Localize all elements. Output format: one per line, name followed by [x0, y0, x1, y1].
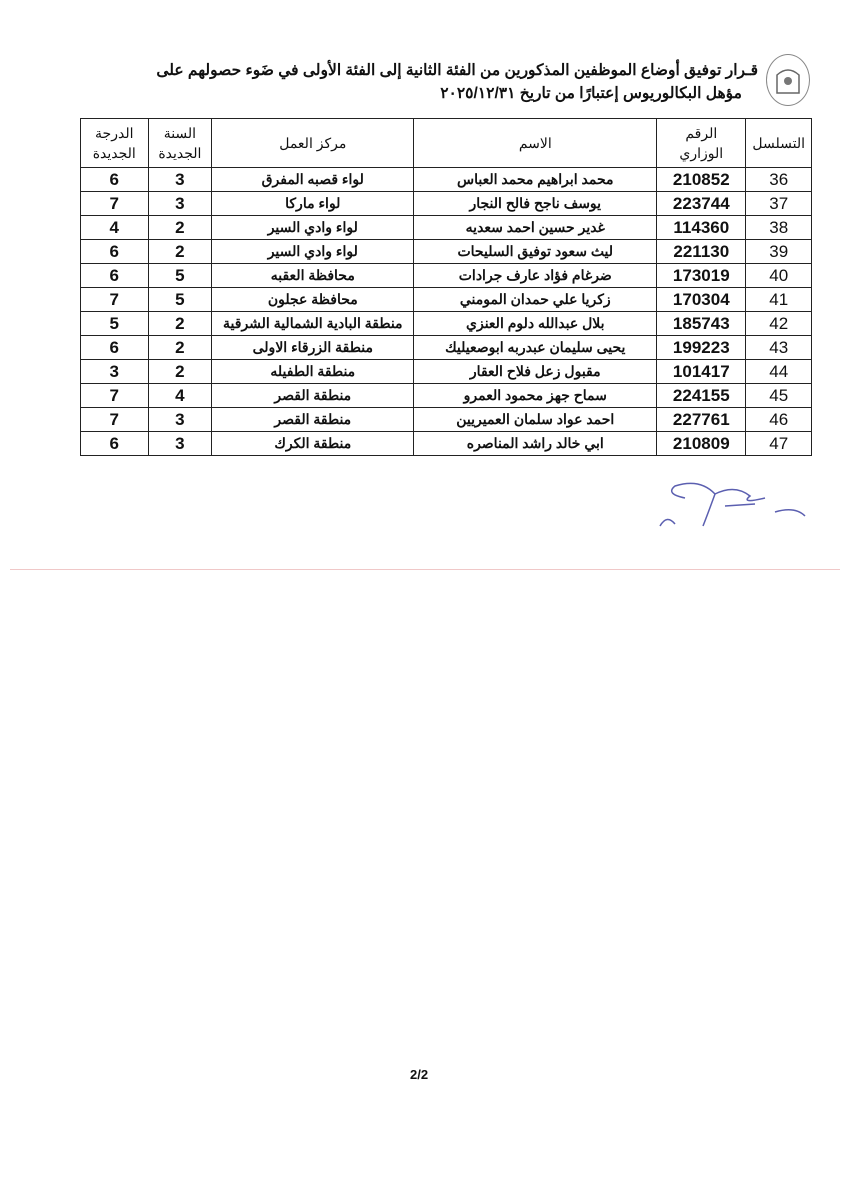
cell-new-year: 5 — [148, 264, 212, 288]
cell-new-grade: 7 — [81, 408, 149, 432]
page-number: 2/2 — [410, 1067, 429, 1082]
cell-work-center: منطقة القصر — [212, 408, 414, 432]
cell-serial: 46 — [746, 408, 812, 432]
cell-new-year: 2 — [148, 240, 212, 264]
cell-new-grade: 4 — [81, 216, 149, 240]
table-row — [81, 168, 812, 192]
cell-new-year: 4 — [148, 384, 212, 408]
cell-new-grade: 7 — [81, 384, 149, 408]
cell-name: مقبول زعل فلاح العقار — [414, 360, 657, 384]
cell-work-center: لواء ماركا — [212, 192, 414, 216]
cell-ministry-number: 170304 — [657, 288, 746, 312]
cell-serial: 43 — [746, 336, 812, 360]
cell-name: غدير حسين احمد سعديه — [414, 216, 657, 240]
table-row — [81, 336, 812, 360]
table-row — [81, 312, 812, 336]
cell-new-grade: 6 — [81, 336, 149, 360]
col-header-name: الاسم — [414, 119, 657, 168]
cell-new-year: 2 — [148, 216, 212, 240]
cell-ministry-number: 223744 — [657, 192, 746, 216]
cell-name: احمد عواد سلمان العميريين — [414, 408, 657, 432]
cell-name: محمد ابراهيم محمد العباس — [414, 168, 657, 192]
cell-name: يحيى سليمان عبدربه ابوصعيليك — [414, 336, 657, 360]
cell-name: سماح جهز محمود العمرو — [414, 384, 657, 408]
cell-serial: 44 — [746, 360, 812, 384]
cell-new-year: 2 — [148, 360, 212, 384]
cell-serial: 37 — [746, 192, 812, 216]
cell-name: ضرغام فؤاد عارف جرادات — [414, 264, 657, 288]
cell-new-grade: 6 — [81, 264, 149, 288]
cell-ministry-number: 227761 — [657, 408, 746, 432]
table-row — [81, 432, 812, 456]
col-header-new-grade: الدرجة الجديدة — [81, 119, 149, 168]
cell-serial: 40 — [746, 264, 812, 288]
cell-new-year: 3 — [148, 408, 212, 432]
cell-name: يوسف ناجح فالح النجار — [414, 192, 657, 216]
cell-work-center: لواء وادي السير — [212, 216, 414, 240]
table-row — [81, 192, 812, 216]
table-row — [81, 384, 812, 408]
cell-new-grade: 5 — [81, 312, 149, 336]
cell-new-year: 2 — [148, 312, 212, 336]
page-divider — [10, 569, 840, 570]
table-header-row — [81, 119, 812, 168]
cell-work-center: لواء وادي السير — [212, 240, 414, 264]
cell-work-center: منطقة القصر — [212, 384, 414, 408]
table-row — [81, 360, 812, 384]
table-row — [81, 240, 812, 264]
col-header-ministry-number: الرقم الوزاري — [657, 119, 746, 168]
ministry-emblem-logo — [766, 54, 810, 106]
cell-name: ابي خالد راشد المناصره — [414, 432, 657, 456]
cell-serial: 39 — [746, 240, 812, 264]
cell-ministry-number: 224155 — [657, 384, 746, 408]
cell-work-center: منطقة الطفيله — [212, 360, 414, 384]
col-header-serial: التسلسل — [746, 119, 812, 168]
cell-new-year: 5 — [148, 288, 212, 312]
document-title-line1: قـرار توفيق أوضاع الموظفين المذكورين من الفئة الثانية إلى الفئة الأولى في ضَوء حصولهم على — [156, 62, 758, 79]
cell-work-center: منطقة البادية الشمالية الشرقية — [212, 312, 414, 336]
cell-serial: 38 — [746, 216, 812, 240]
cell-new-year: 3 — [148, 192, 212, 216]
cell-new-grade: 7 — [81, 288, 149, 312]
cell-serial: 45 — [746, 384, 812, 408]
cell-work-center: محافظة العقبه — [212, 264, 414, 288]
cell-ministry-number: 221130 — [657, 240, 746, 264]
employees-table — [80, 118, 812, 456]
cell-new-grade: 3 — [81, 360, 149, 384]
cell-name: بلال عبدالله دلوم العنزي — [414, 312, 657, 336]
col-header-new-year: السنة الجديدة — [148, 119, 212, 168]
cell-new-year: 2 — [148, 336, 212, 360]
cell-new-year: 3 — [148, 432, 212, 456]
cell-work-center: محافظة عجلون — [212, 288, 414, 312]
table-row — [81, 288, 812, 312]
cell-work-center: لواء قصبه المفرق — [212, 168, 414, 192]
table-row — [81, 216, 812, 240]
cell-new-grade: 7 — [81, 192, 149, 216]
table-row — [81, 264, 812, 288]
cell-ministry-number: 173019 — [657, 264, 746, 288]
cell-new-grade: 6 — [81, 240, 149, 264]
cell-ministry-number: 210809 — [657, 432, 746, 456]
cell-work-center: منطقة الزرقاء الاولى — [212, 336, 414, 360]
cell-ministry-number: 199223 — [657, 336, 746, 360]
cell-serial: 36 — [746, 168, 812, 192]
table-row — [81, 408, 812, 432]
cell-name: زكريا علي حمدان المومني — [414, 288, 657, 312]
cell-serial: 42 — [746, 312, 812, 336]
cell-serial: 47 — [746, 432, 812, 456]
document-title-line2: مؤهل البكالوريوس إعتبارًا من تاريخ ٢٠٢٥/١٢/٣١ — [440, 85, 742, 102]
col-header-work-center: مركز العمل — [212, 119, 414, 168]
cell-ministry-number: 185743 — [657, 312, 746, 336]
cell-work-center: منطقة الكرك — [212, 432, 414, 456]
cell-new-year: 3 — [148, 168, 212, 192]
cell-ministry-number: 101417 — [657, 360, 746, 384]
cell-new-grade: 6 — [81, 168, 149, 192]
cell-ministry-number: 210852 — [657, 168, 746, 192]
cell-ministry-number: 114360 — [657, 216, 746, 240]
cell-new-grade: 6 — [81, 432, 149, 456]
handwritten-signature — [655, 476, 815, 536]
cell-serial: 41 — [746, 288, 812, 312]
cell-name: ليث سعود توفيق السليحات — [414, 240, 657, 264]
